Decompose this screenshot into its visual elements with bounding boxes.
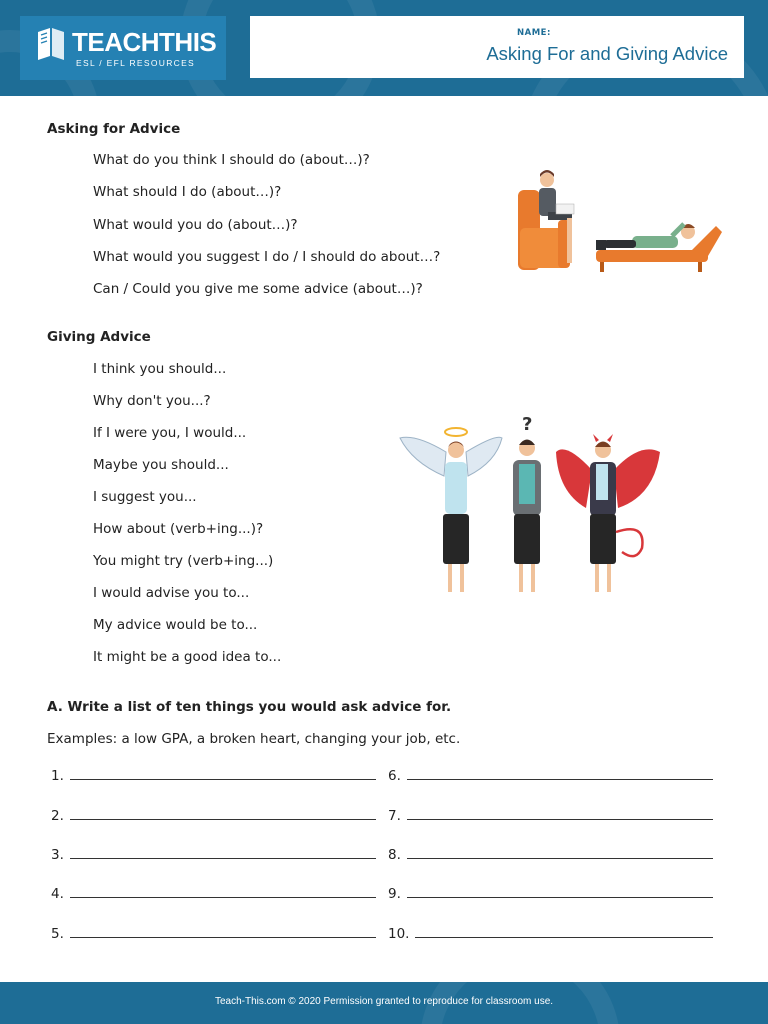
answer-number: 10. bbox=[388, 926, 410, 942]
answer-line[interactable] bbox=[51, 885, 376, 902]
logo-wordmark: TEACHTHIS bbox=[72, 27, 217, 57]
answer-blank[interactable] bbox=[415, 925, 713, 938]
asking-phrase: What would you do (about…)? bbox=[93, 217, 298, 233]
answer-blank[interactable] bbox=[70, 846, 376, 859]
asking-phrase: Can / Could you give me some advice (about…)? bbox=[93, 281, 423, 297]
answer-number: 4. bbox=[51, 886, 64, 902]
name-label: NAME: bbox=[517, 28, 551, 38]
giving-phrase: If I were you, I would... bbox=[93, 425, 247, 441]
answer-number: 3. bbox=[51, 847, 64, 863]
answer-number: 8. bbox=[388, 847, 401, 863]
giving-phrase: Why don't you...? bbox=[93, 393, 211, 409]
asking-phrase: What do you think I should do (about…)? bbox=[93, 152, 370, 168]
answer-blank[interactable] bbox=[407, 885, 713, 898]
giving-phrase: My advice would be to... bbox=[93, 617, 258, 633]
answer-number: 7. bbox=[388, 808, 401, 824]
asking-phrase: What would you suggest I do / I should do about…? bbox=[93, 249, 441, 265]
answer-number: 1. bbox=[51, 768, 64, 784]
answer-blank[interactable] bbox=[70, 807, 376, 820]
answer-blank[interactable] bbox=[407, 846, 713, 859]
answer-line[interactable] bbox=[51, 925, 376, 942]
answer-number: 6. bbox=[388, 768, 401, 784]
giving-phrase: I would advise you to... bbox=[93, 585, 250, 601]
answer-line[interactable] bbox=[51, 846, 376, 863]
answer-blank[interactable] bbox=[407, 767, 713, 780]
svg-text:?: ? bbox=[522, 414, 533, 435]
logo-tagline: ESL / EFL RESOURCES bbox=[76, 58, 196, 68]
answer-line[interactable] bbox=[388, 846, 713, 863]
answer-blank[interactable] bbox=[70, 925, 376, 938]
exercise-heading: A. Write a list of ten things you would ask advice for. bbox=[47, 699, 452, 715]
teachthis-logo[interactable] bbox=[20, 16, 226, 80]
answer-number: 9. bbox=[388, 886, 401, 902]
giving-phrase: You might try (verb+ing...) bbox=[93, 553, 274, 569]
answer-line[interactable] bbox=[388, 925, 713, 942]
giving-phrase: I think you should... bbox=[93, 361, 227, 377]
answer-blank[interactable] bbox=[70, 885, 376, 898]
book-logo-icon bbox=[34, 26, 70, 62]
page-title: Asking For and Giving Advice bbox=[486, 43, 728, 64]
answer-blank[interactable] bbox=[407, 807, 713, 820]
answer-number: 2. bbox=[51, 808, 64, 824]
therapy-session-illustration bbox=[512, 168, 727, 278]
giving-phrase: It might be a good idea to... bbox=[93, 649, 282, 665]
examples-text: Examples: a low GPA, a broken heart, changing your job, etc. bbox=[47, 731, 461, 747]
answer-blank[interactable] bbox=[70, 767, 376, 780]
answer-line[interactable] bbox=[388, 885, 713, 902]
giving-phrase: I suggest you... bbox=[93, 489, 197, 505]
answer-line[interactable] bbox=[388, 807, 713, 824]
answer-line[interactable] bbox=[51, 767, 376, 784]
footer-banner bbox=[0, 982, 768, 1024]
giving-phrase: How about (verb+ing...)? bbox=[93, 521, 264, 537]
answer-line[interactable] bbox=[51, 807, 376, 824]
answer-number: 5. bbox=[51, 926, 64, 942]
title-box bbox=[250, 16, 744, 78]
asking-phrase: What should I do (about…)? bbox=[93, 184, 282, 200]
angel-devil-dilemma-illustration bbox=[396, 412, 666, 598]
giving-phrase: Maybe you should... bbox=[93, 457, 229, 473]
section-heading-giving: Giving Advice bbox=[47, 329, 151, 345]
header-banner bbox=[0, 0, 768, 96]
answer-line[interactable] bbox=[388, 767, 713, 784]
copyright-text: Teach-This.com © 2020 Permission granted to reproduce for classroom use. bbox=[214, 996, 554, 1007]
section-heading-asking: Asking for Advice bbox=[47, 121, 181, 137]
